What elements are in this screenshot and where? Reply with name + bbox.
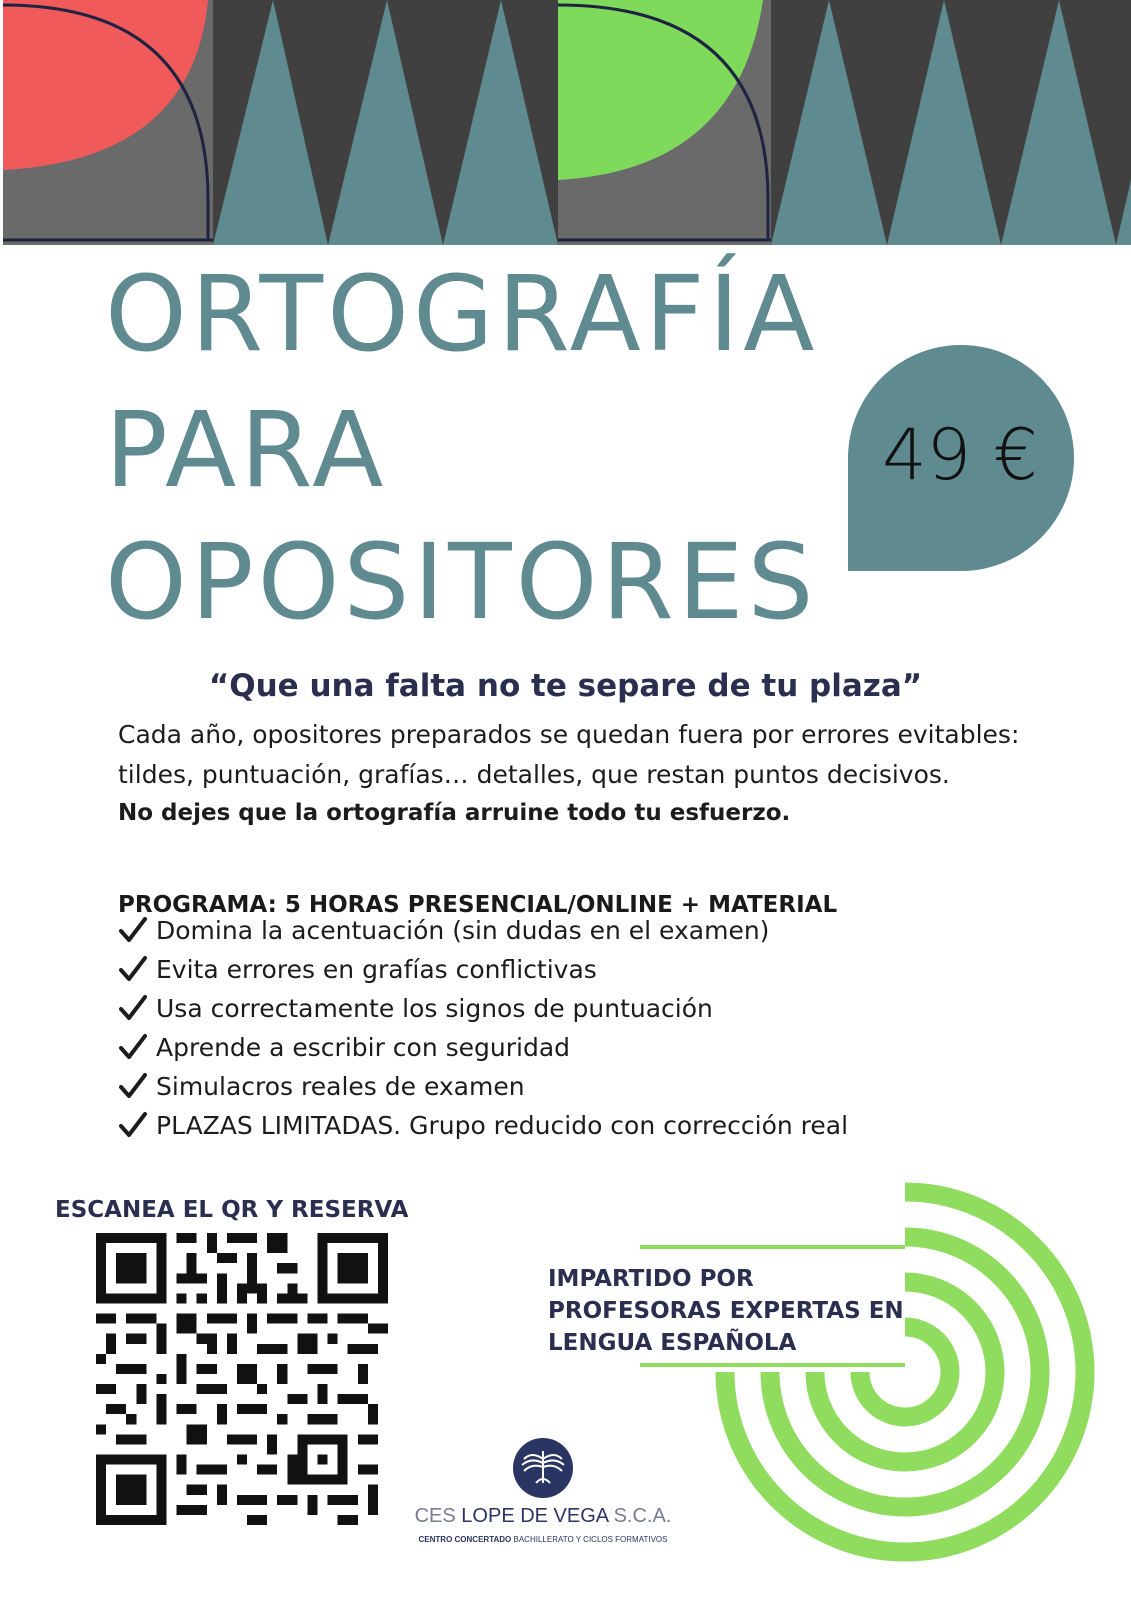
program-item [118,1107,848,1143]
checkmark-icon [118,954,148,984]
program-heading: PROGRAMA: 5 HORAS PRESENCIAL/ONLINE + MATERIAL [118,892,838,918]
school-logo-emblem [512,1437,574,1499]
ring-inner [860,1327,950,1417]
checkmark-icon [118,1032,148,1062]
program-item-text: Domina la acentuación (sin dudas en el examen) [156,915,770,945]
title-line-2: PARA [105,389,388,511]
concentric-rings-graphic [640,1180,1131,1600]
qr-heading: ESCANEA EL QR Y RESERVA [55,1197,409,1223]
school-subtitle: CENTRO CONCERTADO BACHILLERATO Y CICLOS FORMATIVOS [418,1535,668,1544]
intro-line-2: tildes, puntuación, grafías… detalles, que restan puntos decisivos. [118,760,950,789]
qr-code-image[interactable] [96,1233,388,1525]
school-name: CES LOPE DE VEGA S.C.A. [414,1505,672,1527]
title-line-3: OPOSITORES [105,521,818,643]
checkmark-icon [118,1071,148,1101]
program-item [118,990,713,1026]
teachers-line-3: LENGUA ESPAÑOLA [548,1330,797,1356]
program-item [118,951,597,987]
qr-code[interactable] [96,1233,388,1525]
program-item [118,1068,525,1104]
program-item [118,1029,570,1065]
program-item-text: PLAZAS LIMITADAS. Grupo reducido con corrección real [156,1110,849,1140]
teachers-line-1: IMPARTIDO POR [548,1266,754,1292]
price-label: 49 € [882,414,1038,496]
decorative-banner [3,0,1131,245]
checkmark-icon [118,1110,148,1140]
program-item-text: Aprende a escribir con seguridad [156,1032,571,1062]
program-item-text: Evita errores en grafías conflictivas [156,954,597,984]
intro-line-1: Cada año, opositores preparados se quedan fuera por errores evitables: [118,720,1020,749]
checkmark-icon [118,993,148,1023]
checkmark-icon [118,915,148,945]
teachers-line-2: PROFESORAS EXPERTAS EN [548,1298,904,1324]
banner-graphic [3,0,1131,245]
slogan: “Que una falta no te separe de tu plaza” [208,668,923,704]
intro-emphasis: No dejes que la ortografía arruine todo tu esfuerzo. [118,800,791,826]
title-line-1: ORTOGRAFÍA [105,253,819,375]
program-item-text: Usa correctamente los signos de puntuación [156,993,713,1023]
program-item [118,912,769,948]
program-item-text: Simulacros reales de examen [156,1071,525,1101]
